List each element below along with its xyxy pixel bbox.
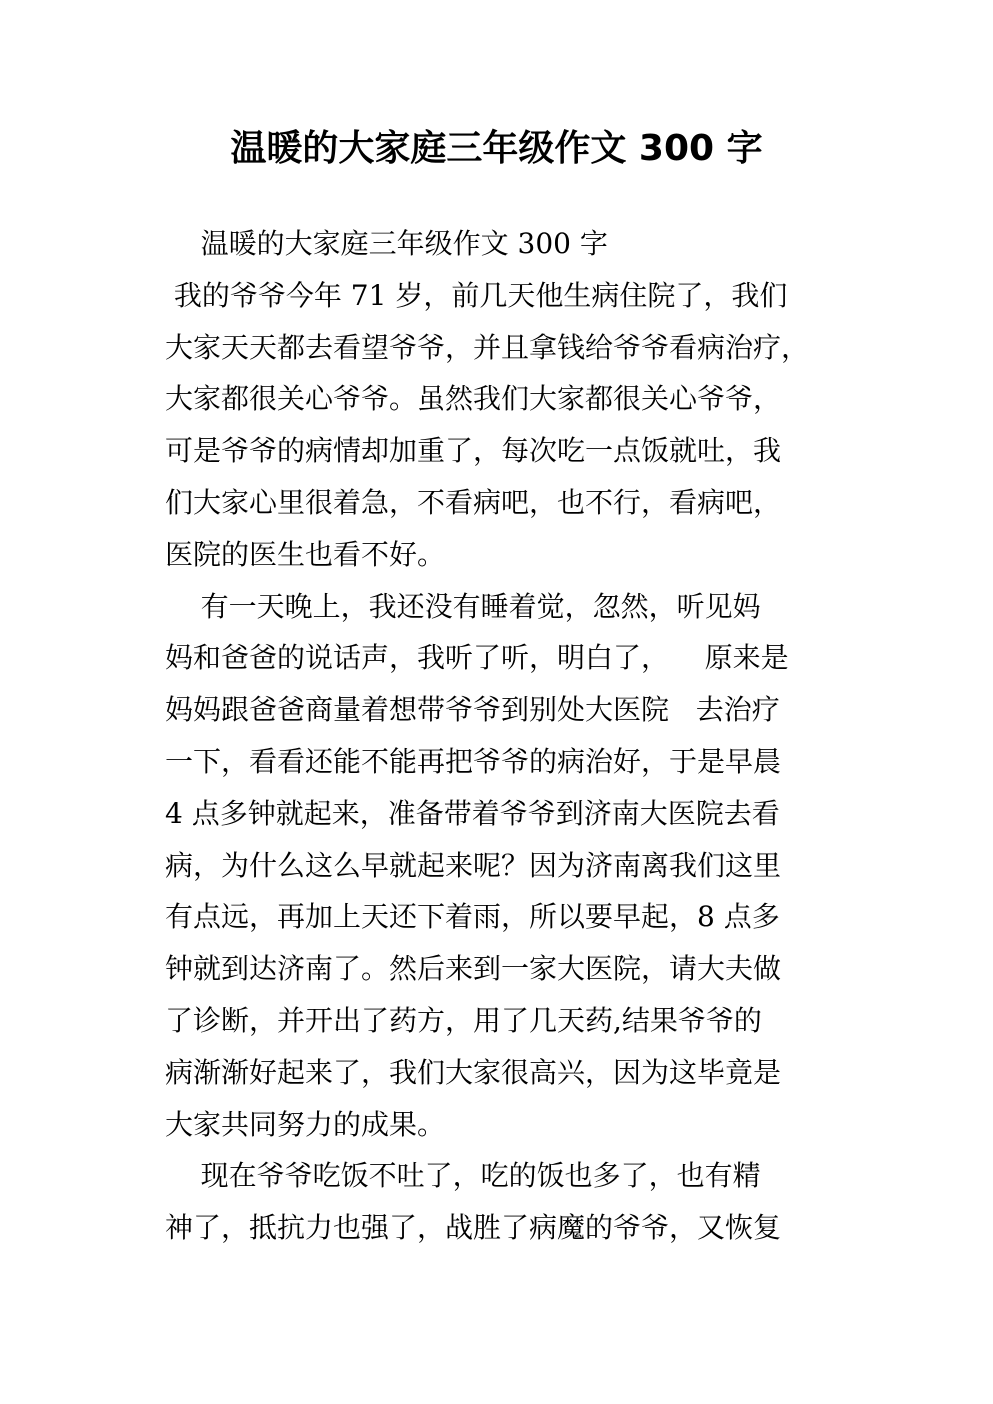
essay-line: 4 点多钟就起来，准备带着爷爷到济南大医院去看 bbox=[165, 796, 780, 830]
essay-line: 我的爷爷今年 71 岁，前几天他生病住院了，我们 bbox=[165, 278, 788, 312]
essay-line: 钟就到达济南了。然后来到一家大医院，请大夫做 bbox=[165, 952, 782, 986]
essay-body bbox=[165, 218, 845, 1254]
essay-line: 医院的医生也看不好。 bbox=[165, 537, 446, 571]
essay-line: 大家天天都去看望爷爷，并且拿钱给爷爷看病治疗， bbox=[165, 330, 810, 364]
essay-line: 神了，抵抗力也强了，战胜了病魔的爷爷，又恢复 bbox=[165, 1211, 782, 1245]
essay-line: 妈和爸爸的说话声，我听了听，明白了， 原来是 bbox=[165, 641, 789, 675]
essay-line: 可是爷爷的病情却加重了，每次吃一点饭就吐，我 bbox=[165, 434, 782, 468]
essay-line: 了诊断，并开出了药方，用了几天药,结果爷爷的 bbox=[165, 1003, 762, 1037]
essay-line: 有一天晚上，我还没有睡着觉，忽然，听见妈 bbox=[165, 589, 761, 623]
essay-line: 一下，看看还能不能再把爷爷的病治好，于是早晨 bbox=[165, 744, 782, 778]
essay-line: 有点远，再加上天还下着雨，所以要早起，8 点多 bbox=[165, 900, 780, 934]
essay-line: 们大家心里很着急，不看病吧，也不行，看病吧， bbox=[165, 485, 782, 519]
essay-line: 病，为什么这么早就起来呢？因为济南离我们这里 bbox=[165, 848, 782, 882]
essay-line: 大家共同努力的成果。 bbox=[165, 1107, 446, 1141]
essay-line: 妈妈跟爸爸商量着想带爷爷到别处大医院 去治疗 bbox=[165, 693, 780, 727]
essay-line: 温暖的大家庭三年级作文 300 字 bbox=[165, 227, 608, 260]
essay-line: 病渐渐好起来了，我们大家很高兴，因为这毕竟是 bbox=[165, 1055, 782, 1089]
essay-line: 大家都很关心爷爷。虽然我们大家都很关心爷爷， bbox=[165, 382, 782, 416]
document-title: 温暖的大家庭三年级作文 300 字 bbox=[230, 128, 763, 169]
essay-line: 现在爷爷吃饭不吐了，吃的饭也多了，也有精 bbox=[165, 1159, 761, 1193]
